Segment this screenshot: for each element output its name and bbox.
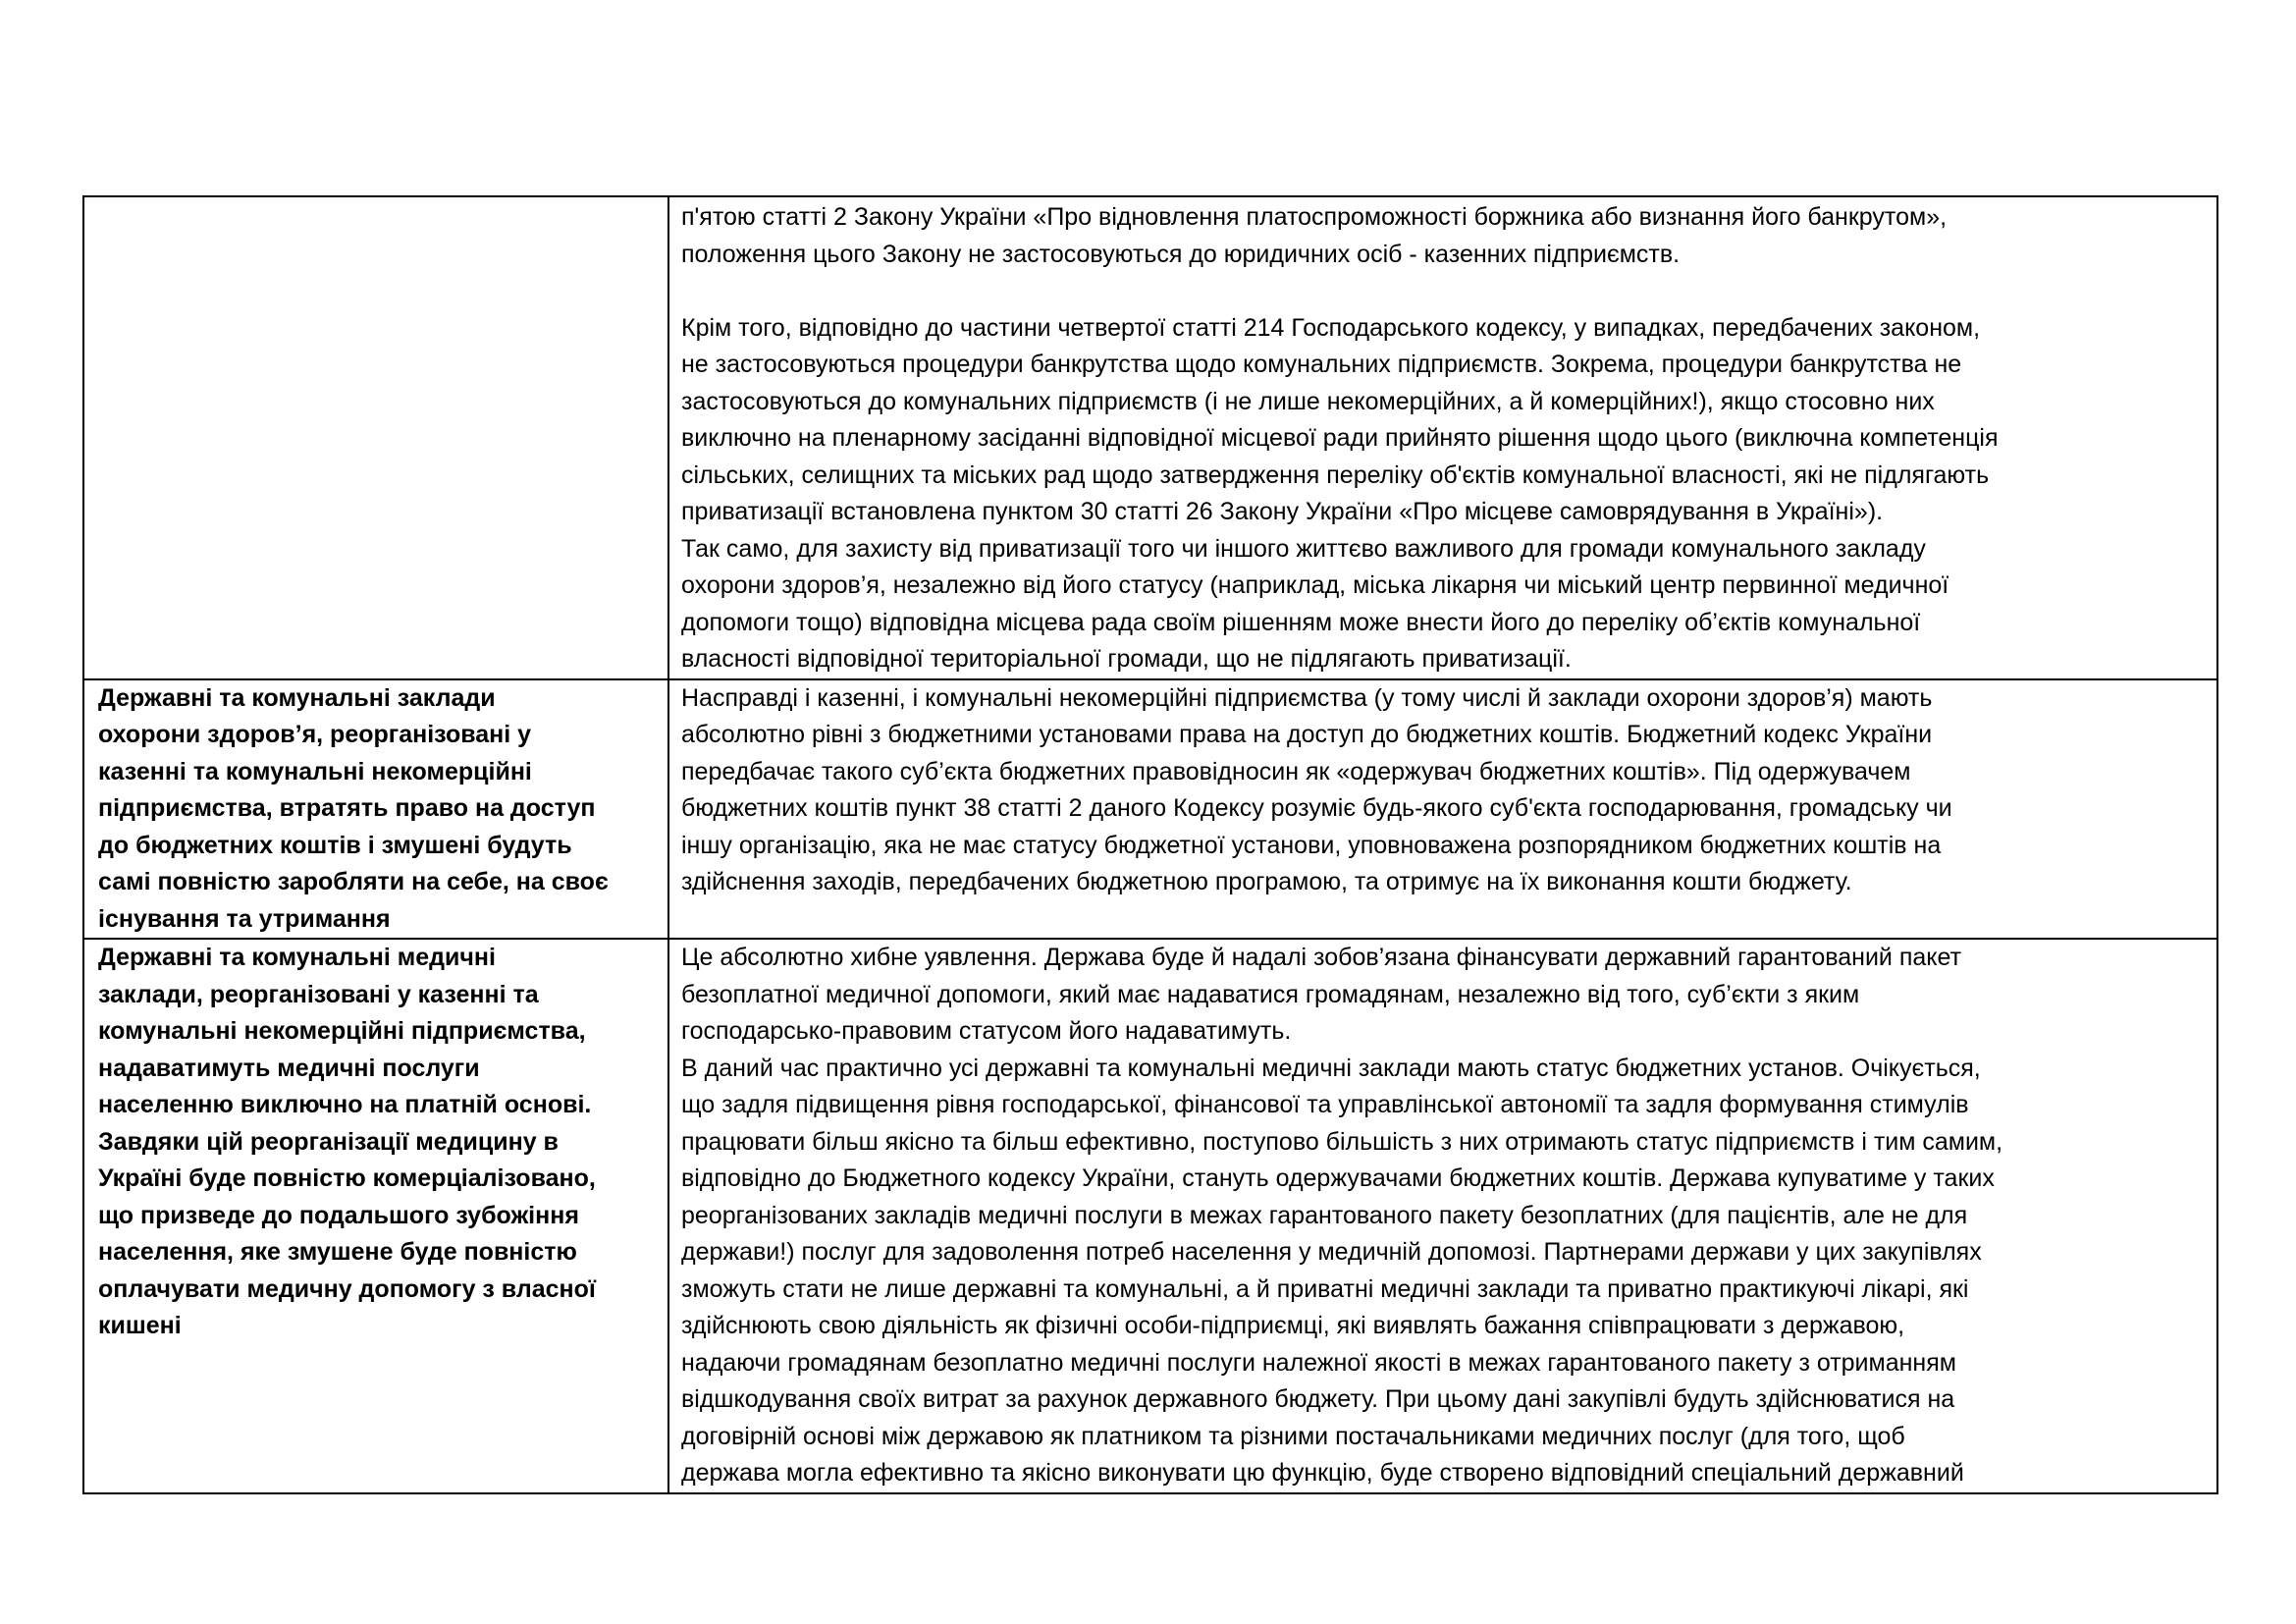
answer-paragraph: Насправді і казенні, і комунальні некомерційні підприємства (у тому числі й заклади охорони здоров’я) мають абсолютно рівні з бюджетними установами права на доступ до бюджетних коштів. Бюджетний кодекс України передбачає такого суб’єкта бюджетних правовідносин як «одержувач бюджетних коштів». Під одержувачем бюджетних коштів пункт 38 статті 2 даного Кодексу розуміє будь-якого суб'єкта господарювання, громадську чи іншу організацію, яка не має статусу бюджетної установи, уповноважена розпорядником бюджетних коштів на здійснення заходів, передбачених бюджетною програмою, та отримує на їх виконання кошти бюджету.	[681, 683, 1952, 895]
answer-cell	[668, 679, 2217, 940]
myth-cell	[83, 196, 668, 679]
answer-cell	[668, 939, 2217, 1493]
myth-cell	[83, 679, 668, 940]
table-row	[83, 939, 2217, 1493]
paragraph-gap	[681, 273, 2205, 310]
answer-paragraph: Це абсолютно хибне уявлення. Держава буде й надалі зобов’язана фінансувати державний гарантований пакет безоплатної медичної допомоги, який має надаватися громадянам, незалежно від того, суб’єкти з яким господарсько-правовим статусом його надаватимуть. В даний час практично усі державні та комунальні медичні заклади мають статус бюджетних установ. Очікується, що задля підвищення рівня господарської, фінансової та управлінської автономії та задля формування стимулів працювати більш якісно та більш ефективно, поступово більшість з них отримають статус підприємств і тим самим, відповідно до Бюджетного кодексу України, стануть одержувачами бюджетних коштів. Держава купуватиме у таких реорганізованих закладів медичні послуги в межах гарантованого пакету безоплатних (для пацієнтів, але не для держави!) послуг для задоволення потреб населення у медичній допомозі. Партнерами держави у цих закупівлях зможуть стати не лише державні та комунальні, а й приватні медичні заклади та приватно практикуючі лікарі, які здійснюють свою діяльність як фізичні особи-підприємці, які виявлять бажання співпрацювати з державою, надаючи громадянам безоплатно медичні послуги належної якості в межах гарантованого пакету з отриманням відшкодування своїх витрат за рахунок державного бюджету. При цьому дані закупівлі будуть здійснюватися на договірній основі між державою як платником та різними постачальниками медичних послуг (для того, щоб держава могла ефективно та якісно виконувати цю функцію, буде створено відповідний спеціальний державний	[681, 944, 2003, 1487]
answer-paragraph: п'ятою статті 2 Закону України «Про відновлення платоспроможності боржника або визнання його банкрутом», положення цього Закону не застосовуються до юридичних осіб - казенних підприємств.	[681, 203, 1948, 268]
answer-cell	[668, 196, 2217, 679]
myths-table	[82, 195, 2218, 1494]
table-row	[83, 679, 2217, 940]
myth-cell	[83, 939, 668, 1493]
answer-paragraph: Крім того, відповідно до частини четвертої статті 214 Господарського кодексу, у випадках, передбачених законом, не застосовуються процедури банкрутства щодо комунальних підприємств. Зокрема, процедури банкрутства не застосовуються до комунальних підприємств (і не лише некомерційних, а й комерційних!), якщо стосовно них виключно на пленарному засіданні відповідної місцевої ради прийнято рішення щодо цього (виключна компетенція сільських, селищних та міських рад щодо затвердження переліку об'єктів комунальної власності, які не підлягають приватизації встановлена пунктом 30 статті 26 Закону України «Про місцеве самоврядування в Україні»). Так само, для захисту від приватизації того чи іншого життєво важливого для громади комунального закладу охорони здоров’я, незалежно від його статусу (наприклад, міська лікарня чи міський центр первинної медичної допомоги тощо) відповідна місцева рада своїм рішенням може внести його до переліку об’єктів комунальної власності відповідної територіальної громади, що не підлягають приватизації.	[681, 313, 1999, 673]
myth-text: Державні та комунальні заклади охорони здоров’я, реорганізовані у казенні та комунальні некомерційні підприємства, втратять право на доступ до бюджетних коштів і змушені будуть самі повністю заробляти на себе, на своє існування та утримання	[98, 683, 609, 933]
table-row	[83, 196, 2217, 679]
myth-text: Державні та комунальні медичні заклади, реорганізовані у казенні та комунальні некомерційні підприємства, надаватимуть медичні послуги населенню виключно на платній основі. Завдяки цій реорганізації медицину в Україні буде повністю комерціалізовано, що призведе до подальшого зубожіння населення, яке змушене буде повністю оплачувати медичну допомогу з власної кишені	[98, 944, 596, 1339]
